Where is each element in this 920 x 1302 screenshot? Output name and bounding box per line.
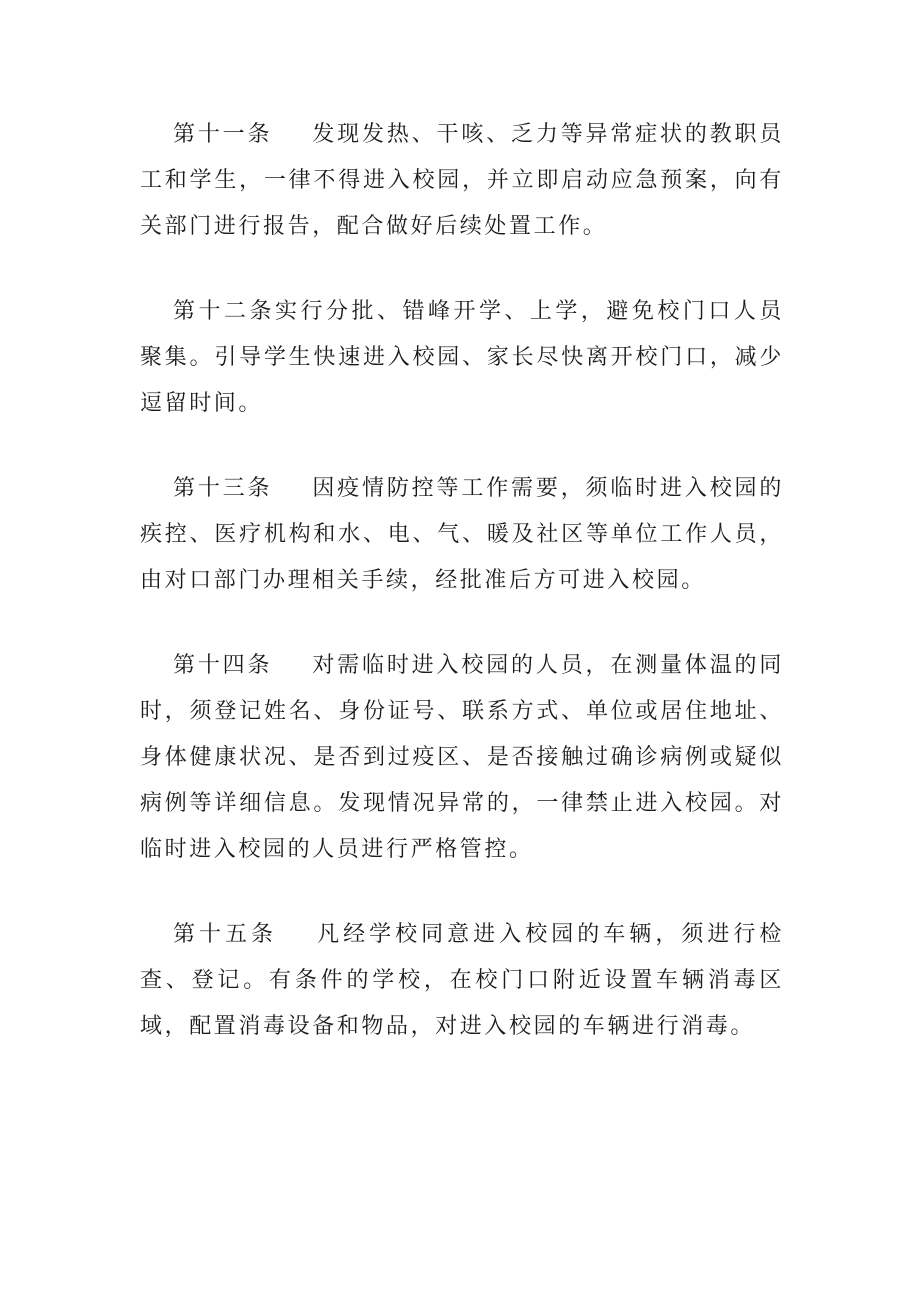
article-text: 对需临时进入校园的人员，在测量体温的同时，须登记姓名、身份证号、联系方式、单位或居住地址、身体健康状况、是否到过疫区、是否接触过确诊病例或疑似病例等详细信息。发现情况异常的，一律禁止进入校园。对临时进入校园的人员进行严格管控。	[140, 653, 784, 862]
article-text: 实行分批、错峰开学、上学，避免校门口人员聚集。引导学生快速进入校园、家长尽快离开校门口，减少逗留时间。	[140, 299, 784, 416]
article-number: 第十二条	[173, 299, 275, 324]
article-number: 第十一条	[173, 122, 273, 147]
article-11	[140, 112, 784, 250]
article-text: 凡经学校同意进入校园的车辆，须进行检查、登记。有条件的学校，在校门口附近设置车辆消毒区域，配置消毒设备和物品，对进入校园的车辆进行消毒。	[140, 922, 784, 1039]
article-14	[140, 643, 784, 873]
article-number: 第十四条	[173, 653, 273, 678]
article-number: 第十五条	[173, 922, 278, 947]
article-15	[140, 912, 784, 1050]
document-page	[140, 112, 784, 1089]
article-text: 发现发热、干咳、乏力等异常症状的教职员工和学生，一律不得进入校园，并立即启动应急预案，向有关部门进行报告，配合做好后续处置工作。	[140, 122, 784, 239]
article-12	[140, 289, 784, 427]
article-13	[140, 466, 784, 604]
article-text: 因疫情防控等工作需要，须临时进入校园的疾控、医疗机构和水、电、气、暖及社区等单位工作人员，由对口部门办理相关手续，经批准后方可进入校园。	[140, 476, 784, 593]
article-number: 第十三条	[173, 476, 273, 501]
